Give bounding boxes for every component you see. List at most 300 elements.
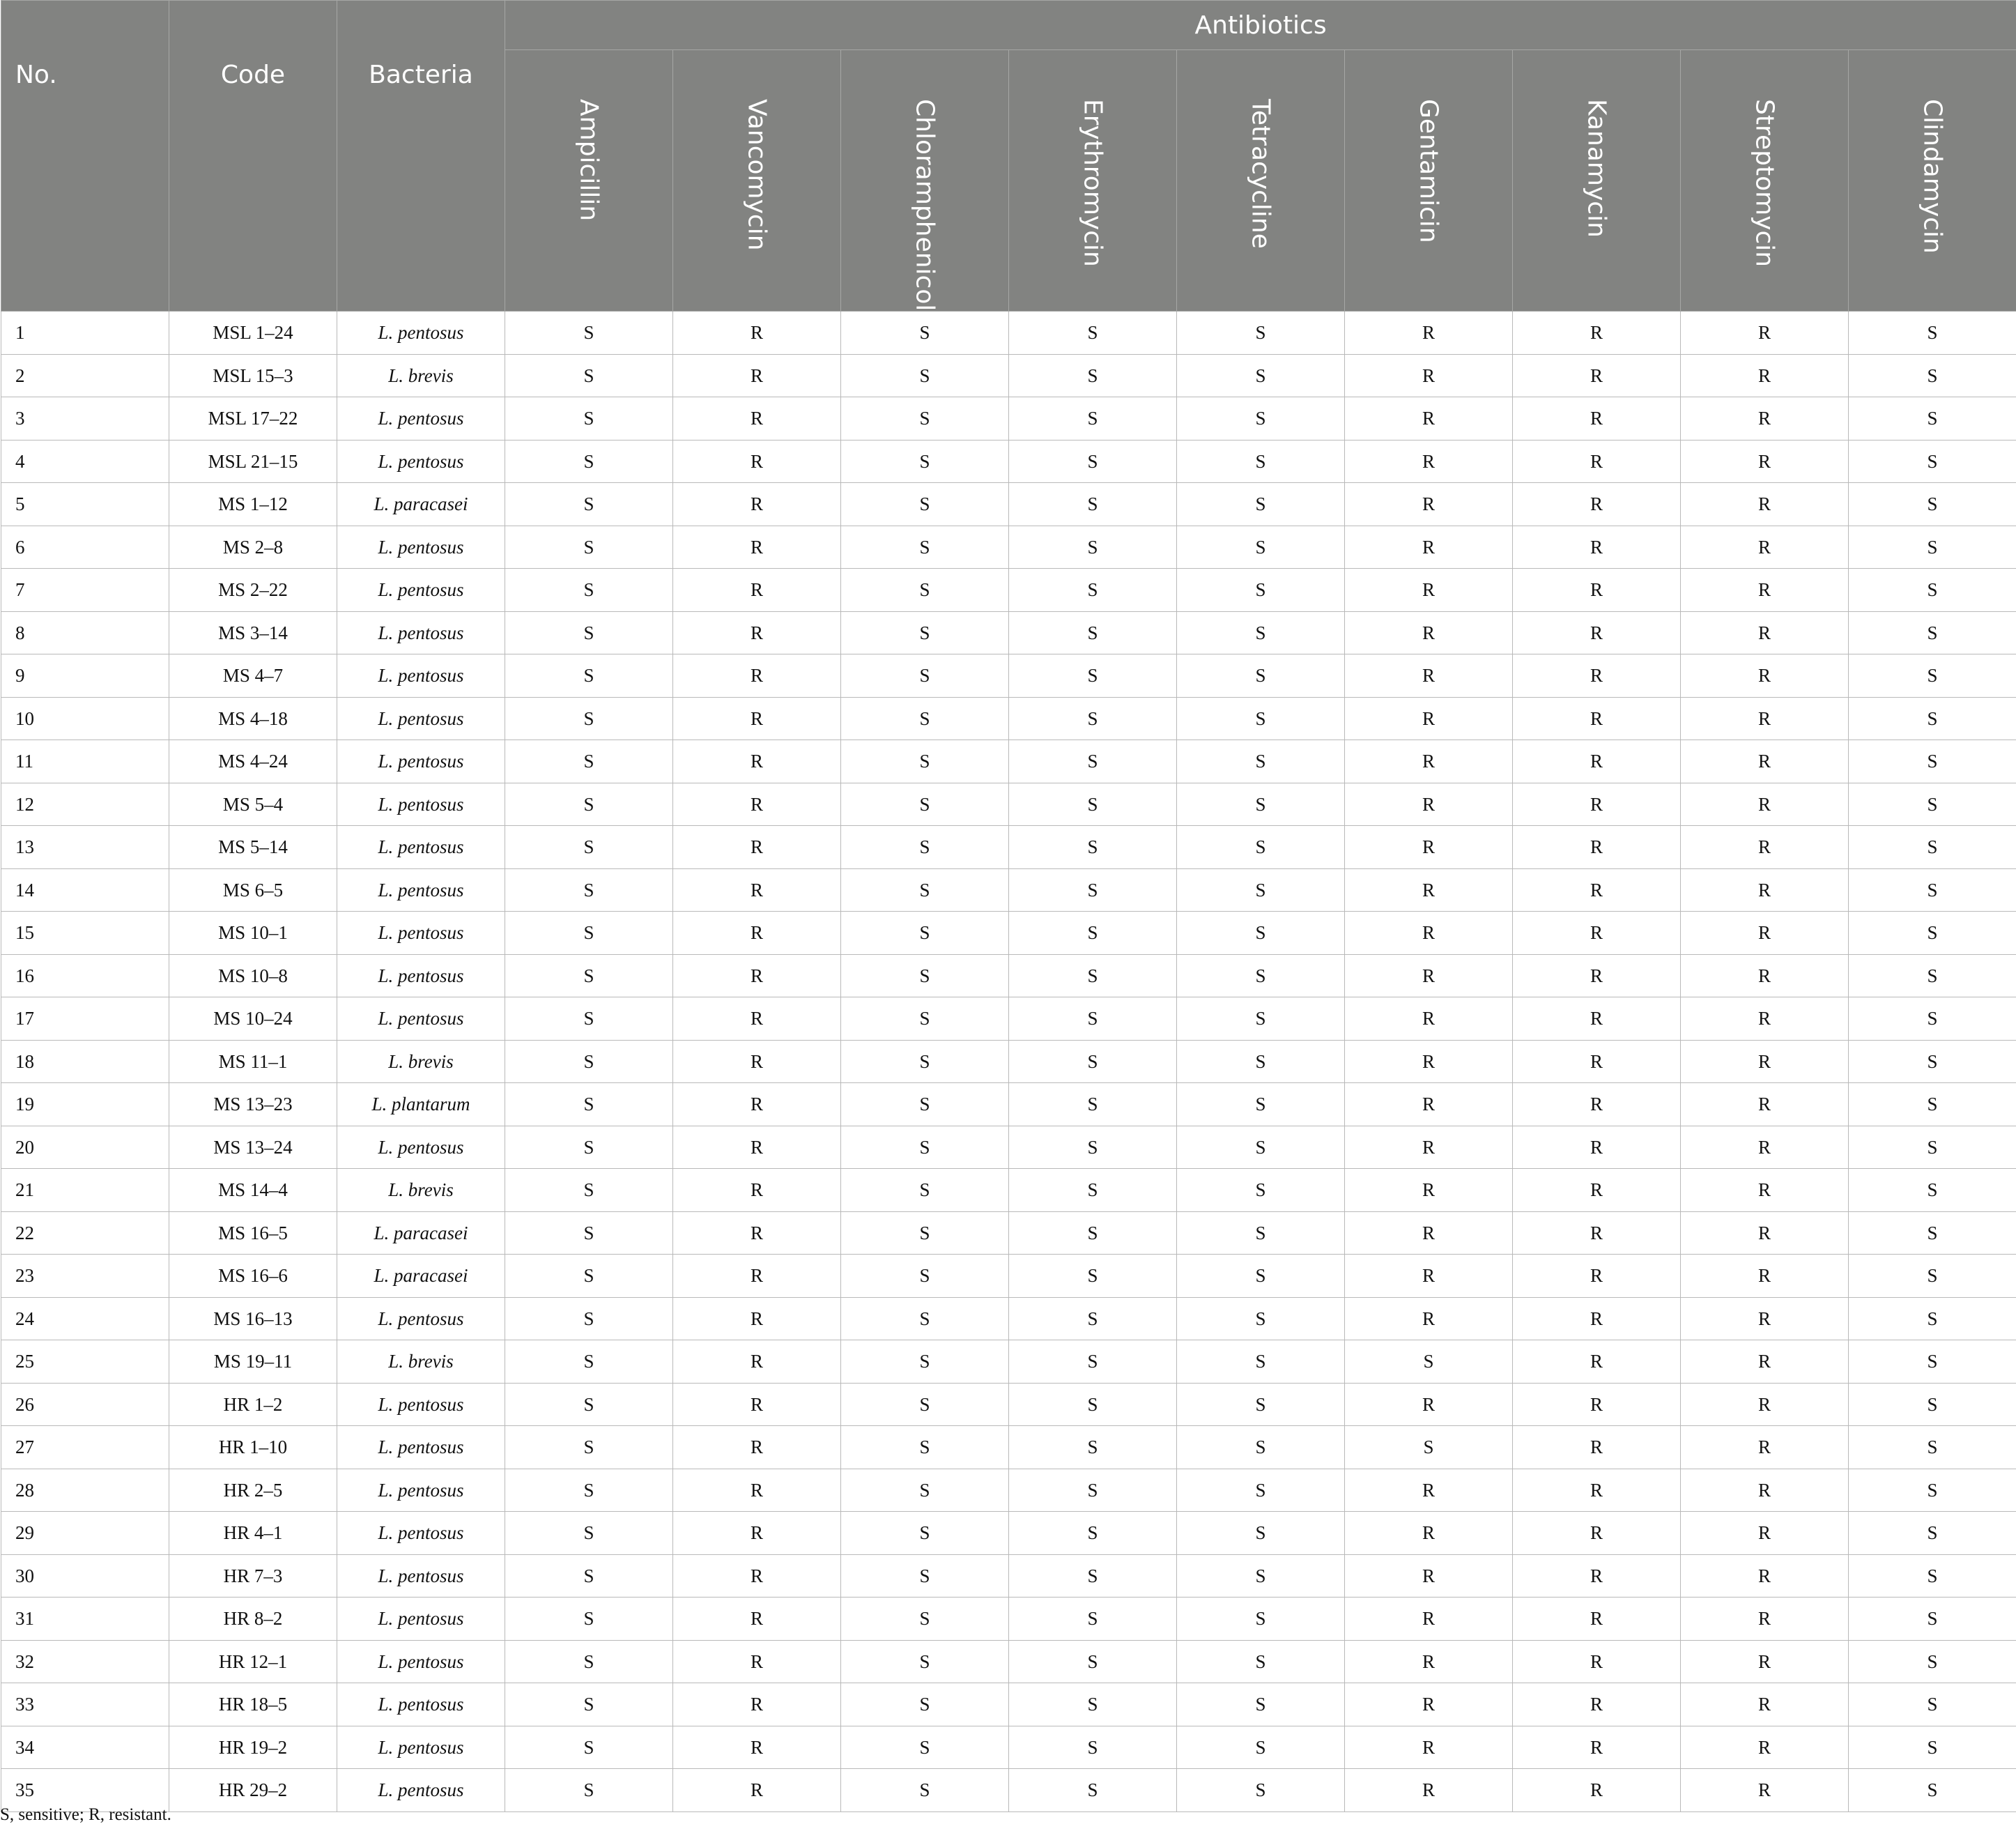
cell-no: 19 — [1, 1083, 169, 1126]
cell-result: S — [841, 1083, 1009, 1126]
cell-result: S — [1849, 1512, 2016, 1555]
cell-bacteria: L. pentosus — [337, 1126, 505, 1169]
cell-code: MS 16–5 — [169, 1211, 337, 1255]
cell-code: HR 1–2 — [169, 1383, 337, 1426]
cell-code: HR 4–1 — [169, 1512, 337, 1555]
cell-result: R — [673, 1769, 841, 1812]
cell-result: R — [673, 1726, 841, 1769]
cell-result: S — [505, 1598, 673, 1641]
table-row — [1, 611, 2016, 654]
cell-result: S — [505, 954, 673, 997]
cell-result: S — [1009, 1469, 1177, 1512]
cell-code: HR 8–2 — [169, 1598, 337, 1641]
table-row — [1, 1169, 2016, 1212]
header-antibiotic — [1345, 50, 1513, 312]
cell-result: S — [1009, 1383, 1177, 1426]
cell-result: R — [1513, 1726, 1681, 1769]
cell-result: S — [1849, 997, 2016, 1041]
cell-bacteria: L. pentosus — [337, 1598, 505, 1641]
cell-result: S — [505, 483, 673, 526]
cell-result: S — [1849, 826, 2016, 869]
cell-result: R — [1681, 354, 1849, 397]
cell-result: S — [841, 1383, 1009, 1426]
cell-result: R — [1681, 312, 1849, 355]
cell-result: S — [505, 1726, 673, 1769]
table-row — [1, 1598, 2016, 1641]
table-row — [1, 954, 2016, 997]
cell-code: MS 14–4 — [169, 1169, 337, 1212]
cell-result: S — [1849, 397, 2016, 440]
cell-result: S — [505, 1683, 673, 1726]
cell-bacteria: L. pentosus — [337, 312, 505, 355]
header-antibiotics-group: Antibiotics — [505, 1, 2016, 50]
cell-result: S — [841, 569, 1009, 612]
cell-result: S — [1009, 868, 1177, 912]
cell-result: S — [841, 654, 1009, 698]
cell-result: S — [841, 1255, 1009, 1298]
cell-bacteria: L. paracasei — [337, 1211, 505, 1255]
cell-result: S — [505, 312, 673, 355]
header-antibiotic-label: Gentamicin — [1414, 99, 1443, 243]
cell-result: S — [1177, 912, 1345, 955]
cell-result: S — [1177, 1340, 1345, 1384]
cell-result: R — [673, 569, 841, 612]
cell-result: R — [1345, 740, 1513, 783]
cell-result: R — [673, 1640, 841, 1683]
cell-result: R — [1345, 1640, 1513, 1683]
cell-result: S — [505, 697, 673, 740]
cell-no: 12 — [1, 783, 169, 826]
cell-result: S — [841, 526, 1009, 569]
cell-result: S — [1009, 483, 1177, 526]
cell-result: S — [1849, 1769, 2016, 1812]
cell-result: R — [673, 312, 841, 355]
table-row — [1, 526, 2016, 569]
header-no: No. — [1, 1, 169, 312]
cell-result: R — [673, 354, 841, 397]
cell-result: S — [1849, 912, 2016, 955]
cell-result: S — [841, 697, 1009, 740]
cell-bacteria: L. pentosus — [337, 783, 505, 826]
cell-result: S — [841, 483, 1009, 526]
cell-result: R — [1345, 1255, 1513, 1298]
cell-result: S — [841, 1640, 1009, 1683]
cell-result: S — [1009, 826, 1177, 869]
cell-result: R — [1345, 569, 1513, 612]
cell-result: S — [841, 740, 1009, 783]
cell-result: S — [1177, 397, 1345, 440]
cell-result: R — [1681, 697, 1849, 740]
cell-result: S — [1009, 1255, 1177, 1298]
cell-bacteria: L. pentosus — [337, 826, 505, 869]
footnote: S, sensitive; R, resistant. — [0, 1805, 171, 1824]
cell-result: R — [1681, 1554, 1849, 1598]
cell-result: S — [841, 826, 1009, 869]
cell-code: MS 10–1 — [169, 912, 337, 955]
cell-result: R — [673, 954, 841, 997]
header-antibiotic — [505, 50, 673, 312]
cell-result: S — [1849, 1383, 2016, 1426]
cell-code: MS 5–4 — [169, 783, 337, 826]
cell-result: S — [1177, 1383, 1345, 1426]
cell-result: S — [505, 569, 673, 612]
cell-bacteria: L. pentosus — [337, 526, 505, 569]
cell-bacteria: L. pentosus — [337, 1512, 505, 1555]
cell-no: 8 — [1, 611, 169, 654]
cell-result: R — [673, 826, 841, 869]
header-antibiotic — [1009, 50, 1177, 312]
cell-result: R — [1681, 997, 1849, 1041]
cell-code: HR 12–1 — [169, 1640, 337, 1683]
table-row — [1, 783, 2016, 826]
cell-result: R — [1345, 1169, 1513, 1212]
cell-bacteria: L. pentosus — [337, 912, 505, 955]
cell-bacteria: L. pentosus — [337, 868, 505, 912]
cell-result: R — [1681, 912, 1849, 955]
cell-result: S — [841, 1554, 1009, 1598]
cell-result: S — [1009, 1169, 1177, 1212]
cell-result: S — [841, 440, 1009, 483]
cell-result: R — [1345, 1211, 1513, 1255]
cell-result: R — [1513, 397, 1681, 440]
cell-result: S — [505, 354, 673, 397]
cell-result: R — [1513, 1255, 1681, 1298]
cell-bacteria: L. brevis — [337, 1340, 505, 1384]
cell-result: R — [1345, 611, 1513, 654]
cell-bacteria: L. pentosus — [337, 1640, 505, 1683]
cell-result: S — [1009, 1426, 1177, 1469]
cell-result: S — [1009, 1211, 1177, 1255]
cell-result: R — [1513, 826, 1681, 869]
cell-result: R — [673, 1469, 841, 1512]
cell-result: R — [1681, 740, 1849, 783]
cell-result: S — [505, 997, 673, 1041]
header-antibiotic-label: Ampicillin — [574, 99, 603, 222]
cell-result: R — [1345, 697, 1513, 740]
cell-result: R — [1681, 1126, 1849, 1169]
cell-result: S — [1177, 526, 1345, 569]
cell-code: MS 10–24 — [169, 997, 337, 1041]
cell-result: R — [1345, 1040, 1513, 1083]
cell-result: S — [841, 912, 1009, 955]
cell-result: S — [1009, 569, 1177, 612]
header-antibiotic-label: Chloramphenicol — [910, 99, 939, 312]
cell-result: R — [673, 1383, 841, 1426]
cell-no: 35 — [1, 1769, 169, 1812]
cell-code: HR 2–5 — [169, 1469, 337, 1512]
cell-code: MS 3–14 — [169, 611, 337, 654]
cell-result: S — [505, 1169, 673, 1212]
cell-result: S — [505, 826, 673, 869]
cell-no: 25 — [1, 1340, 169, 1384]
cell-result: S — [1849, 783, 2016, 826]
cell-result: S — [1009, 354, 1177, 397]
cell-bacteria: L. pentosus — [337, 954, 505, 997]
cell-result: R — [1681, 397, 1849, 440]
header-antibiotic-label: Streptomycin — [1750, 99, 1779, 268]
cell-result: R — [1513, 997, 1681, 1041]
cell-result: S — [1009, 440, 1177, 483]
cell-no: 32 — [1, 1640, 169, 1683]
cell-bacteria: L. pentosus — [337, 1297, 505, 1340]
cell-result: S — [841, 1726, 1009, 1769]
cell-result: R — [1345, 654, 1513, 698]
cell-result: R — [1681, 440, 1849, 483]
cell-no: 3 — [1, 397, 169, 440]
cell-result: R — [673, 440, 841, 483]
cell-result: R — [1513, 611, 1681, 654]
cell-bacteria: L. pentosus — [337, 397, 505, 440]
cell-result: R — [1513, 912, 1681, 955]
cell-no: 29 — [1, 1512, 169, 1555]
cell-result: S — [1849, 526, 2016, 569]
cell-result: R — [673, 783, 841, 826]
cell-result: R — [1513, 1040, 1681, 1083]
cell-result: R — [1513, 740, 1681, 783]
header-bacteria: Bacteria — [337, 1, 505, 312]
cell-result: R — [1681, 1726, 1849, 1769]
cell-result: S — [505, 1769, 673, 1812]
cell-result: R — [1513, 354, 1681, 397]
cell-result: S — [1177, 697, 1345, 740]
cell-bacteria: L. plantarum — [337, 1083, 505, 1126]
cell-result: S — [505, 868, 673, 912]
cell-result: S — [1009, 1040, 1177, 1083]
header-antibiotic — [1849, 50, 2016, 312]
cell-result: R — [1681, 1683, 1849, 1726]
cell-result: S — [505, 526, 673, 569]
cell-result: S — [505, 1040, 673, 1083]
cell-result: S — [1009, 1683, 1177, 1726]
cell-result: R — [1513, 1683, 1681, 1726]
cell-result: R — [673, 1126, 841, 1169]
cell-bacteria: L. pentosus — [337, 697, 505, 740]
cell-code: MS 5–14 — [169, 826, 337, 869]
cell-result: R — [1681, 569, 1849, 612]
cell-result: R — [1681, 611, 1849, 654]
cell-result: S — [1009, 1554, 1177, 1598]
cell-result: S — [1009, 312, 1177, 355]
cell-code: MSL 17–22 — [169, 397, 337, 440]
cell-result: S — [505, 1469, 673, 1512]
cell-result: S — [1177, 1469, 1345, 1512]
cell-result: R — [673, 1255, 841, 1298]
cell-code: MS 2–8 — [169, 526, 337, 569]
table-row — [1, 1383, 2016, 1426]
cell-result: S — [1177, 740, 1345, 783]
cell-result: S — [1177, 1040, 1345, 1083]
cell-result: S — [505, 1297, 673, 1340]
cell-result: R — [1681, 1255, 1849, 1298]
table-row — [1, 697, 2016, 740]
cell-code: MS 4–24 — [169, 740, 337, 783]
cell-result: S — [1177, 483, 1345, 526]
cell-result: S — [1009, 1126, 1177, 1169]
cell-result: R — [673, 1297, 841, 1340]
cell-no: 6 — [1, 526, 169, 569]
cell-result: S — [1009, 740, 1177, 783]
cell-result: R — [1345, 1512, 1513, 1555]
cell-result: S — [841, 1297, 1009, 1340]
header-antibiotic-label: Tetracycline — [1246, 99, 1275, 249]
cell-no: 28 — [1, 1469, 169, 1512]
table-row — [1, 826, 2016, 869]
table-row — [1, 312, 2016, 355]
cell-result: S — [1849, 569, 2016, 612]
cell-result: S — [505, 1383, 673, 1426]
header-antibiotic-label: Kanamycin — [1582, 99, 1611, 238]
cell-result: R — [673, 1683, 841, 1726]
cell-code: MSL 15–3 — [169, 354, 337, 397]
header-antibiotic-label: Erythromycin — [1078, 99, 1107, 267]
cell-result: R — [1345, 997, 1513, 1041]
cell-result: S — [841, 397, 1009, 440]
table-body — [1, 312, 2016, 1812]
cell-result: S — [1177, 1169, 1345, 1212]
table-row — [1, 1297, 2016, 1340]
cell-result: S — [841, 783, 1009, 826]
cell-result: R — [1681, 1512, 1849, 1555]
table-row — [1, 1083, 2016, 1126]
cell-result: S — [841, 611, 1009, 654]
cell-bacteria: L. brevis — [337, 354, 505, 397]
cell-result: S — [1177, 611, 1345, 654]
cell-result: R — [1345, 1726, 1513, 1769]
cell-result: R — [673, 1512, 841, 1555]
cell-result: S — [841, 1598, 1009, 1641]
table-row — [1, 1255, 2016, 1298]
cell-result: R — [1345, 912, 1513, 955]
cell-result: S — [505, 1426, 673, 1469]
cell-code: MS 2–22 — [169, 569, 337, 612]
cell-result: S — [1849, 1211, 2016, 1255]
cell-bacteria: L. pentosus — [337, 1769, 505, 1812]
cell-code: MS 19–11 — [169, 1340, 337, 1384]
cell-result: S — [841, 1126, 1009, 1169]
cell-result: S — [1849, 1426, 2016, 1469]
cell-result: S — [1849, 1726, 2016, 1769]
cell-no: 14 — [1, 868, 169, 912]
cell-bacteria: L. pentosus — [337, 611, 505, 654]
cell-no: 9 — [1, 654, 169, 698]
cell-result: S — [505, 1126, 673, 1169]
cell-result: S — [1177, 954, 1345, 997]
cell-result: S — [1009, 783, 1177, 826]
cell-result: R — [1513, 1554, 1681, 1598]
cell-code: HR 19–2 — [169, 1726, 337, 1769]
cell-result: S — [1177, 1769, 1345, 1812]
cell-result: R — [673, 397, 841, 440]
cell-result: S — [841, 1512, 1009, 1555]
cell-result: R — [673, 912, 841, 955]
cell-result: S — [1009, 654, 1177, 698]
cell-result: S — [1177, 440, 1345, 483]
cell-result: S — [1849, 1598, 2016, 1641]
cell-no: 17 — [1, 997, 169, 1041]
cell-result: S — [1177, 1598, 1345, 1641]
cell-result: R — [1345, 526, 1513, 569]
cell-bacteria: L. pentosus — [337, 440, 505, 483]
cell-result: R — [1513, 1469, 1681, 1512]
cell-result: R — [673, 697, 841, 740]
cell-result: S — [505, 1340, 673, 1384]
cell-result: R — [1681, 1083, 1849, 1126]
cell-result: S — [1009, 1340, 1177, 1384]
header-antibiotic — [673, 50, 841, 312]
cell-result: R — [1345, 312, 1513, 355]
cell-result: R — [673, 997, 841, 1041]
cell-result: R — [673, 1083, 841, 1126]
cell-no: 2 — [1, 354, 169, 397]
cell-result: S — [1009, 1769, 1177, 1812]
cell-result: S — [841, 1040, 1009, 1083]
cell-result: R — [673, 483, 841, 526]
cell-result: R — [1345, 440, 1513, 483]
cell-result: S — [1177, 1083, 1345, 1126]
cell-result: R — [1681, 1383, 1849, 1426]
cell-result: R — [1513, 440, 1681, 483]
cell-result: S — [841, 1769, 1009, 1812]
cell-result: S — [1009, 397, 1177, 440]
table-row — [1, 1726, 2016, 1769]
cell-result: S — [505, 1211, 673, 1255]
cell-result: S — [1009, 912, 1177, 955]
table-row — [1, 397, 2016, 440]
header-antibiotic — [841, 50, 1009, 312]
cell-code: MS 13–23 — [169, 1083, 337, 1126]
cell-result: S — [1009, 1598, 1177, 1641]
cell-result: S — [505, 783, 673, 826]
cell-result: R — [1513, 1126, 1681, 1169]
header-antibiotic-label: Vancomycin — [742, 99, 771, 251]
table-row — [1, 1512, 2016, 1555]
cell-result: S — [1177, 354, 1345, 397]
cell-result: S — [1009, 611, 1177, 654]
cell-result: S — [1009, 1083, 1177, 1126]
cell-result: R — [1513, 1598, 1681, 1641]
cell-result: R — [1345, 1083, 1513, 1126]
cell-result: R — [1681, 483, 1849, 526]
cell-no: 13 — [1, 826, 169, 869]
cell-code: MS 4–7 — [169, 654, 337, 698]
cell-result: S — [1849, 611, 2016, 654]
cell-result: S — [1177, 1512, 1345, 1555]
cell-no: 30 — [1, 1554, 169, 1598]
table-row — [1, 1126, 2016, 1169]
cell-result: S — [1849, 1040, 2016, 1083]
cell-result: S — [505, 1083, 673, 1126]
cell-bacteria: L. pentosus — [337, 1426, 505, 1469]
header-code: Code — [169, 1, 337, 312]
cell-result: R — [673, 1340, 841, 1384]
cell-result: S — [1849, 868, 2016, 912]
table-row — [1, 1640, 2016, 1683]
cell-result: R — [1681, 826, 1849, 869]
cell-result: S — [1849, 1554, 2016, 1598]
cell-result: S — [1849, 1469, 2016, 1512]
cell-result: S — [1345, 1426, 1513, 1469]
cell-result: R — [1681, 1040, 1849, 1083]
cell-result: R — [1513, 868, 1681, 912]
cell-result: S — [841, 1211, 1009, 1255]
cell-result: S — [1177, 1255, 1345, 1298]
cell-result: R — [1681, 1211, 1849, 1255]
cell-result: S — [1009, 1726, 1177, 1769]
cell-result: S — [1177, 569, 1345, 612]
cell-bacteria: L. pentosus — [337, 740, 505, 783]
cell-result: S — [1177, 1211, 1345, 1255]
header-row-1 — [1, 1, 2016, 50]
